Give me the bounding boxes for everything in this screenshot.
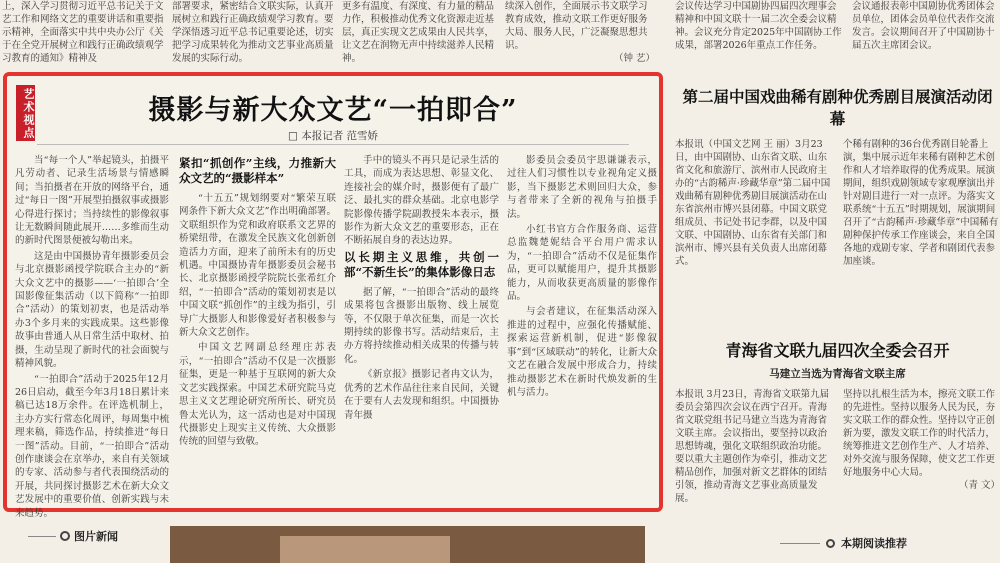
picture-news-label: 图片新闻 <box>74 530 118 543</box>
news-photo <box>170 526 645 563</box>
paragraph: “十五五”规划纲要对“繁荣互联网条件下新大众文艺”作出明确部署。文联组织作为党和政府联系文艺界的桥梁纽带，在激发全民族文化创新创造活力方面，迎来了前所未有的历史机遇。中国摄协青年摄影委员会秘书长、北京摄影函授学院院长张希红介绍，“一拍即合”活动的策划初衷是以中国文联“抓创作”的主线为指引，引导广大摄影人和影像爱好者积极参与新大众文艺创作。 <box>179 193 336 339</box>
opera-column-1: 本报讯（中国文艺网 王 丽）3月23日，由中国剧协、山东省文联、山东省文化和旅游厅、滨州市人民政府主办的“古韵稀声·珍藏华章”第二届中国戏曲稀有剧种优秀剧目展演活动在山东省滨州市博兴县闭幕。中国文联党组成员、书记处书记李群，以及中国文联、中国剧协、山东省有关部门和滨州市、博兴县有关负责人出席闭幕式。 <box>675 139 831 267</box>
top-col4-text <box>505 0 655 70</box>
article-subheading: 紧扣“抓创作”主线，力推新大众文艺的“摄影样本” <box>179 156 336 185</box>
reading-recommendation-label: 本期阅读推荐 <box>841 537 907 550</box>
divider <box>780 543 820 544</box>
article-headline: 摄影与新大众文艺“一拍即合” <box>148 95 518 126</box>
reading-recommendation-header <box>780 535 907 551</box>
article-column-4 <box>507 154 657 506</box>
qinghai-column-1: 本报讯 3月23日，青海省文联第九届委员会第四次会议在西宁召开。青海省文联党组书记马建立当选为青海省文联主席。会议指出，要坚持以政治思想铸魂，强化文联组织政治功能。要以重大主题创作为牵引，推动文艺精品创作，加强对新文艺群体的团结引领，推动青海文艺事业高质量发展。 <box>675 389 830 504</box>
divider <box>37 144 629 145</box>
bottom-strip <box>0 520 663 563</box>
picture-news-header <box>28 528 118 544</box>
paragraph: 据了解，“一拍即合”活动的最终成果将包含摄影出版物、线上展览等，不仅限于单次征集，而是一次长期持续的影像书写。活动结束后，主办方将持续推动相关成果的传播与转化。 <box>344 286 499 365</box>
paragraph: 与会者建议，在征集活动深入推进的过程中，应强化传播赋能、探索运营新机制，促进“影像叙事”到“区域联动”的转化，让新大众文艺在融合发展中形成合力，持续推动摄影艺术在新时代焕发新的生机与活力。 <box>507 306 657 398</box>
article-column-1 <box>15 154 169 519</box>
divider <box>28 536 56 537</box>
article-subheading: 以长期主义思维，共创一部“不新生长”的集体影像日志 <box>344 249 499 279</box>
qinghai-subheadline: 马建立当选为青海省文联主席 <box>769 368 906 380</box>
top-left-text: 上，深入学习贯彻习近平总书记关于文艺工作和网络文艺的重要讲话和重要指示精神，全面落实中共中央办公厅《关于在全党开展树立和践行正确政绩观学习教育的通知》精神及 <box>2 1 164 64</box>
paragraph: 这是由中国摄协青年摄影委员会与北京摄影函授学院联合主办的“新大众文艺中的摄影——‘一拍即合’全国影像征集活动（以下简称“一拍即合”活动）的策划初衷，也是活动举办3个多月来的实践成果。这些影像故事由普通人从日常生活中取材、拍摄，生动呈现了新时代的社会面貌与精神风貌。 <box>15 250 169 370</box>
top-col2-text: 部署要求，紧密结合文联实际，认真开展树立和践行正确政绩观学习教育。要学深悟透习近平总书记重要论述，切实把学习成果转化为推动文艺事业高质量发展的实际行动。 <box>172 1 334 64</box>
paragraph: 影委员会委员宇思谦谦表示，过往人们习惯性以专业视角定义摄影，当下摄影艺术则回归大众，参与者带来了全新的视角与拍摄手法。 <box>507 155 657 220</box>
article-column-3 <box>344 154 499 506</box>
paragraph: 手中的镜头不再只是记录生活的工具，而成为表达思想、彰显文化、连接社会的媒介时，摄影便有了最广泛、最扎实的群众基础。北京电影学院影像传播学院副教授朱本表示，摄影作为新大众文艺的重要形态，正在不断拓展自身的表达边界。 <box>344 155 499 247</box>
paragraph: 中国文艺网副总经理庄苏表示，“一拍即合”活动不仅是一次摄影征集，更是一种基于互联网的新大众文艺实践探索。中国艺术研究院马克思主义文艺理论研究所所长、研究员鲁太光认为，这一活动也是对中国现代摄影史上现实主义传统、大众摄影传统的回望与致敬。 <box>179 342 336 448</box>
opera-column-2: 个稀有剧种的36台优秀剧目轮番上演，集中展示近年来稀有剧种艺术创作和人才培养取得的优秀成果。展演期间，组织戏剧领域专家观摩演出并针对剧目进行一对一点评。为落实文联系统“十五五”时期规划，展演期间召开了“古韵稀声·珍藏华章”中国稀有剧种保护传承工作座谈会，来自全国各地的戏剧专家、学者和剧团代表参加座谈。 <box>843 139 999 267</box>
top-col4-body: 续深入创作，全面展示书文联学习教育成效，推动文联工作更好服务大局、服务人民，广泛凝聚思想共识。 <box>505 1 648 51</box>
right-top-text-a: 会议传达学习中国剧协四届四次理事会精神和中国文联十一届二次全委会议精神。会议充分肯定2025年中国剧协工作成果，部署2026年重点工作任务。 <box>675 1 842 51</box>
article-column-2 <box>179 154 336 506</box>
article-byline: □ 本报记者 范雪娇 <box>287 130 379 142</box>
paragraph: 当“每一个人”举起镜头，拍摄平凡劳动者、记录生活场景与情感瞬间；当拍摄者在开放的网络平台，通过“每日一图”开展型拍摄叙事或摄影心得进行探讨；当持续性的影像叙事让无数瞬间随此展开……多维而生动的新时代图景便被勾勒出来。 <box>15 155 169 247</box>
opera-headline: 第二届中国戏曲稀有剧种优秀剧目展演活动闭幕 <box>682 87 993 128</box>
qinghai-signature: （青 文） <box>958 480 1000 491</box>
featured-article <box>3 72 663 519</box>
paragraph: 《新京报》摄影记者冉文认为，优秀的艺术作品往往来自民间，关键在于要有人去发现和组织。中国摄协青年摄 <box>344 369 499 421</box>
top-col3-text: 更多有温度、有深度、有力量的精品力作，积极推动优秀文化资源走近基层，真正实现文艺成果由人民共享，让文艺在润物无声中持续滋养人民精神。 <box>342 1 495 64</box>
right-top-text-b: 会议通报表彰中国剧协优秀团体会员单位，团体会员单位代表作交流发言。会议期间召开了中国剧协十届五次主席团会议。 <box>852 1 995 51</box>
paragraph: 小红书官方合作服务商、运营总监魏楚妮结合平台用户需求认为，“一拍即合”活动不仅是征集作品，更可以赋能用户，提升其摄影能力，从而收获更高质量的影像作品。 <box>507 224 657 303</box>
qinghai-column-2 <box>843 388 1000 516</box>
circle-icon <box>826 539 835 548</box>
qinghai-headline: 青海省文联九届四次全委会召开 <box>725 341 950 360</box>
top-col4-signature: （钟 艺） <box>613 53 655 64</box>
paragraph: “一拍即合”活动于2025年12月26日启动，截至今年3月18日累计来稿已达18万余件。在评选机制上，主办方实行常态化周评，每周集中梳理来稿，筛选作品，持续推进“每日一图”活动。目前，“一拍即合”活动创作康谈会在京举办，来自有关领域的专家、活动参与者代表围绕活动的开展，共同探讨摄影艺术在新大众文艺发展中的重要价值、创新实践与未来趋势。 <box>15 373 169 519</box>
circle-icon <box>60 531 70 541</box>
qinghai-column-2-body: 坚持以扎根生活为本，擦亮文联工作的先进性。坚持以服务人民为民，夯实文联工作的群众性。坚持以守正创新为要，激发文联工作的时代活力，统筹推进文艺创作生产、人才培养、对外交流与服务保障，使文艺工作更好地服务中心大局。 <box>843 389 996 478</box>
right-column <box>675 0 1000 563</box>
section-tag: 艺术视点 <box>16 85 35 141</box>
